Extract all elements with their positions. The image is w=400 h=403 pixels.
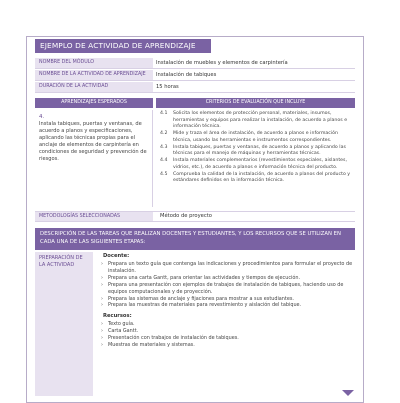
aprendizaje-text: Instala tabiques, puertas y ventanas, de acuerdo a planos y especificaciones, aplicando las técnicas propias para el anclaje de elementos de carpintería en condiciones de seguridad y prevención de riesgos. [39,121,147,162]
info-value: 15 horas [156,84,179,90]
header-criterios: CRITERIOS DE EVALUACIÓN QUE INCLUYE [156,98,355,108]
info-label: DURACIÓN DE LA ACTIVIDAD [35,82,153,92]
info-row-activity [35,70,355,81]
descripcion-header: DESCRIPCIÓN DE LAS TAREAS QUE REALIZAN DOCENTES Y ESTUDIANTES, Y LOS RECURSOS QUE SE UTILIZAN EN CADA UNA DE LAS SIGUIENTES ETAPAS: [35,228,355,250]
criterio-item: 4.4 Instala materiales complementarios (revestimientos especiales, aislantes, vidrios, etc.), de acuerdo a planos e información técnica del producto. [160,158,347,170]
docente-title: Docente: [103,253,130,259]
criterios-list [160,111,356,185]
aprendizaje-cell [35,110,153,207]
docente-list [100,261,356,309]
list-item: › Prepara una presentación con ejemplos de trabajos de instalación de tabiques, haciendo uso de equipos computacionales y de proyección. [100,282,356,296]
header-aprendizajes: APRENDIZAJES ESPERADOS [35,98,153,108]
criterio-item: 4.2 Mide y traza el área de instalación, de acuerdo a planos e información técnica, usando las herramientas e instrumentos correspondientes. [160,131,338,143]
criterio-item: 4.3 Instala tabiques, puertas y ventanas, de acuerdo a planos y aplicando las técnicas para el manejo de máquinas y herramientas técnicas. [160,144,346,156]
criterio-item: 4.5 Comprueba la calidad de la instalación, de acuerdo a planos del producto y estándares definidos en la información técnica. [160,171,351,183]
metodologias-row [35,211,355,222]
list-item: › Prepara una carta Gantt, para orientar las actividades y tiempos de ejecución. [100,275,356,282]
info-value: Instalación de tabiques [156,72,217,78]
recursos-list [100,321,356,349]
recursos-title: Recursos: [103,313,132,320]
list-item: › Carta Gantt. [100,328,356,335]
list-item: › Muestras de materiales y sistemas. [100,342,356,349]
info-row-module [35,58,355,69]
info-label: NOMBRE DE LA ACTIVIDAD DE APRENDIZAJE [35,70,153,80]
info-value: Instalación de muebles y elementos de carpintería [156,60,288,66]
list-item: › Prepara las sistemas de anclaje y fijaciones para mostrar a sus estudiantes. [100,296,356,303]
list-item: › Texto guía. [100,321,356,328]
preparacion-label: PREPARACIÓN DE LA ACTIVIDAD [35,252,93,396]
metodologias-label: METODOLOGÍAS SELECCIONADAS [35,212,153,221]
list-item: › Presentación con trabajos de instalación de tabiques. [100,335,356,342]
preparacion-content [100,253,356,349]
info-row-duration [35,82,355,93]
continue-arrow-icon [342,390,354,396]
metodologias-value: Método de proyecto [160,213,212,219]
page-title: EJEMPLO DE ACTIVIDAD DE APRENDIZAJE [35,39,211,53]
aprendizaje-number: 4. [39,114,45,120]
list-item: › Prepara las muestras de materiales para revestimiento y aislación del tabique. [100,302,356,309]
list-item: › Prepara un texto guía que contenga las indicaciones y procedimientos para formular el proyecto de instalación. [100,261,356,275]
info-label: NOMBRE DEL MÓDULO [35,58,153,68]
criterio-item: 4.1 Solicita los elementos de protección personal, materiales, insumos, herramientas y equipos para realizar la instalación, de acuerdo a planos e información técnica. [160,111,348,129]
